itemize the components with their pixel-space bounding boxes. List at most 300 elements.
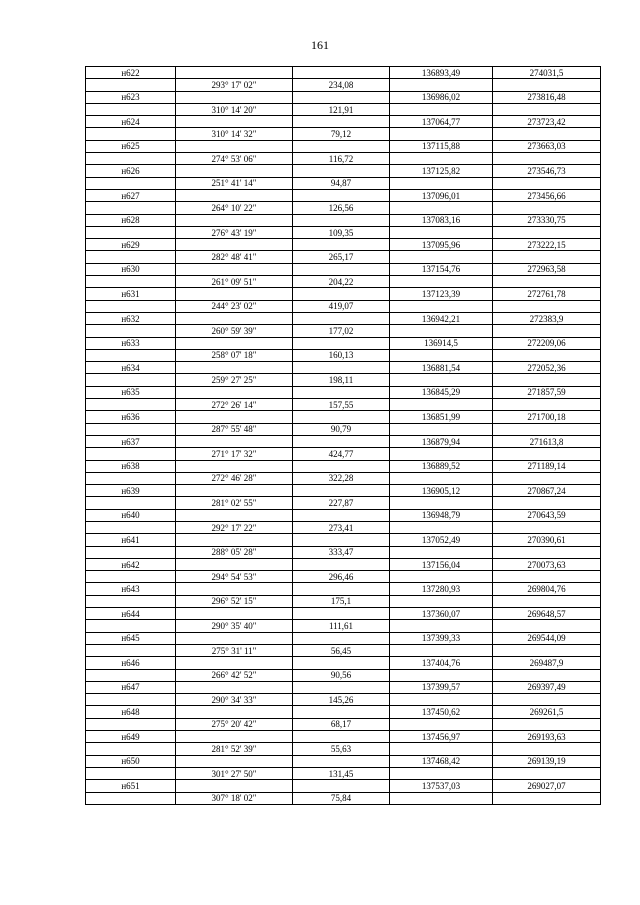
point-name-cell [86, 226, 176, 238]
segment-row [86, 546, 601, 558]
y-coordinate-cell: 269397,49 [493, 681, 601, 693]
y-coordinate-cell [493, 226, 601, 238]
x-coordinate-cell: 136948,79 [390, 509, 493, 521]
point-name-cell [86, 669, 176, 681]
angle-cell: 272° 46' 28" [176, 472, 293, 484]
x-coordinate-cell: 137468,42 [390, 755, 493, 767]
segment-row [86, 718, 601, 730]
angle-cell [176, 558, 293, 570]
point-name-cell: н640 [86, 509, 176, 521]
length-cell: 94,87 [293, 177, 390, 189]
length-cell: 79,12 [293, 128, 390, 140]
point-name-cell [86, 644, 176, 656]
length-cell [293, 435, 390, 447]
angle-cell: 266° 42' 52" [176, 669, 293, 681]
length-cell: 90,56 [293, 669, 390, 681]
point-name-cell: н639 [86, 485, 176, 497]
length-cell: 56,45 [293, 644, 390, 656]
y-coordinate-cell: 269261,5 [493, 706, 601, 718]
length-cell [293, 485, 390, 497]
angle-cell: 290° 34' 33" [176, 694, 293, 706]
segment-row [86, 300, 601, 312]
point-row [86, 485, 601, 497]
point-name-cell: н631 [86, 288, 176, 300]
length-cell: 111,61 [293, 620, 390, 632]
point-name-cell [86, 399, 176, 411]
point-name-cell: н638 [86, 460, 176, 472]
segment-row [86, 226, 601, 238]
y-coordinate-cell: 271613,8 [493, 435, 601, 447]
x-coordinate-cell [390, 103, 493, 115]
x-coordinate-cell: 136893,49 [390, 67, 493, 79]
y-coordinate-cell: 269804,76 [493, 583, 601, 595]
point-name-cell: н635 [86, 386, 176, 398]
length-cell [293, 263, 390, 275]
angle-cell [176, 509, 293, 521]
point-name-cell [86, 521, 176, 533]
x-coordinate-cell: 137096,01 [390, 189, 493, 201]
length-cell [293, 67, 390, 79]
y-coordinate-cell [493, 349, 601, 361]
y-coordinate-cell [493, 620, 601, 632]
y-coordinate-cell [493, 767, 601, 779]
angle-cell [176, 534, 293, 546]
y-coordinate-cell: 272963,58 [493, 263, 601, 275]
point-name-cell [86, 595, 176, 607]
coordinates-table [85, 66, 601, 805]
point-name-cell [86, 546, 176, 558]
y-coordinate-cell: 271700,18 [493, 411, 601, 423]
point-row [86, 558, 601, 570]
x-coordinate-cell [390, 644, 493, 656]
y-coordinate-cell [493, 472, 601, 484]
point-row [86, 239, 601, 251]
y-coordinate-cell: 269544,09 [493, 632, 601, 644]
angle-cell [176, 263, 293, 275]
length-cell [293, 558, 390, 570]
angle-cell [176, 386, 293, 398]
length-cell [293, 681, 390, 693]
y-coordinate-cell: 273546,73 [493, 165, 601, 177]
x-coordinate-cell [390, 128, 493, 140]
point-name-cell [86, 448, 176, 460]
length-cell: 55,63 [293, 743, 390, 755]
table-body [86, 67, 601, 805]
angle-cell [176, 755, 293, 767]
length-cell [293, 632, 390, 644]
y-coordinate-cell: 272209,06 [493, 337, 601, 349]
angle-cell: 272° 26' 14" [176, 399, 293, 411]
length-cell [293, 608, 390, 620]
length-cell [293, 337, 390, 349]
x-coordinate-cell [390, 521, 493, 533]
segment-row [86, 669, 601, 681]
point-name-cell: н645 [86, 632, 176, 644]
x-coordinate-cell [390, 202, 493, 214]
x-coordinate-cell: 136881,54 [390, 362, 493, 374]
angle-cell [176, 362, 293, 374]
y-coordinate-cell [493, 153, 601, 165]
page-number: 161 [311, 38, 329, 52]
point-row [86, 509, 601, 521]
y-coordinate-cell: 273330,75 [493, 214, 601, 226]
point-name-cell: н651 [86, 780, 176, 792]
length-cell: 157,55 [293, 399, 390, 411]
length-cell: 121,91 [293, 103, 390, 115]
y-coordinate-cell [493, 595, 601, 607]
x-coordinate-cell: 136879,94 [390, 435, 493, 447]
point-name-cell [86, 472, 176, 484]
angle-cell [176, 657, 293, 669]
length-cell [293, 165, 390, 177]
x-coordinate-cell [390, 546, 493, 558]
angle-cell [176, 485, 293, 497]
point-name-cell: н650 [86, 755, 176, 767]
y-coordinate-cell [493, 423, 601, 435]
y-coordinate-cell: 273222,15 [493, 239, 601, 251]
segment-row [86, 128, 601, 140]
y-coordinate-cell [493, 103, 601, 115]
point-name-cell [86, 743, 176, 755]
x-coordinate-cell [390, 792, 493, 804]
x-coordinate-cell: 137537,03 [390, 780, 493, 792]
segment-row [86, 595, 601, 607]
length-cell [293, 657, 390, 669]
length-cell [293, 411, 390, 423]
y-coordinate-cell [493, 128, 601, 140]
x-coordinate-cell: 137095,96 [390, 239, 493, 251]
point-name-cell: н641 [86, 534, 176, 546]
angle-cell: 274° 53' 06" [176, 153, 293, 165]
x-coordinate-cell: 137280,93 [390, 583, 493, 595]
x-coordinate-cell [390, 767, 493, 779]
angle-cell [176, 239, 293, 251]
length-cell: 265,17 [293, 251, 390, 263]
x-coordinate-cell: 137399,33 [390, 632, 493, 644]
length-cell [293, 239, 390, 251]
angle-cell: 275° 20' 42" [176, 718, 293, 730]
point-name-cell [86, 767, 176, 779]
angle-cell: 292° 17' 22" [176, 521, 293, 533]
angle-cell [176, 608, 293, 620]
x-coordinate-cell: 137125,82 [390, 165, 493, 177]
angle-cell: 290° 35' 40" [176, 620, 293, 632]
point-name-cell [86, 153, 176, 165]
angle-cell [176, 140, 293, 152]
point-row [86, 411, 601, 423]
angle-cell [176, 706, 293, 718]
segment-row [86, 448, 601, 460]
segment-row [86, 349, 601, 361]
point-row [86, 780, 601, 792]
point-row [86, 755, 601, 767]
x-coordinate-cell: 137083,16 [390, 214, 493, 226]
y-coordinate-cell: 273663,03 [493, 140, 601, 152]
angle-cell: 281° 02' 55" [176, 497, 293, 509]
x-coordinate-cell [390, 448, 493, 460]
angle-cell: 294° 54' 53" [176, 571, 293, 583]
length-cell: 273,41 [293, 521, 390, 533]
length-cell [293, 583, 390, 595]
y-coordinate-cell [493, 202, 601, 214]
length-cell: 75,84 [293, 792, 390, 804]
point-row [86, 67, 601, 79]
y-coordinate-cell: 272052,36 [493, 362, 601, 374]
point-name-cell: н629 [86, 239, 176, 251]
x-coordinate-cell: 137064,77 [390, 116, 493, 128]
point-name-cell: н647 [86, 681, 176, 693]
x-coordinate-cell: 137399,57 [390, 681, 493, 693]
point-name-cell: н628 [86, 214, 176, 226]
point-row [86, 337, 601, 349]
point-name-cell [86, 718, 176, 730]
point-row [86, 116, 601, 128]
segment-row [86, 644, 601, 656]
length-cell [293, 91, 390, 103]
x-coordinate-cell: 137404,76 [390, 657, 493, 669]
point-row [86, 706, 601, 718]
y-coordinate-cell [493, 792, 601, 804]
angle-cell [176, 681, 293, 693]
length-cell [293, 460, 390, 472]
x-coordinate-cell: 136914,5 [390, 337, 493, 349]
y-coordinate-cell [493, 177, 601, 189]
x-coordinate-cell [390, 300, 493, 312]
x-coordinate-cell: 136905,12 [390, 485, 493, 497]
point-name-cell: н636 [86, 411, 176, 423]
angle-cell [176, 312, 293, 324]
point-name-cell [86, 251, 176, 263]
x-coordinate-cell: 137156,04 [390, 558, 493, 570]
length-cell [293, 189, 390, 201]
point-name-cell [86, 792, 176, 804]
point-name-cell: н625 [86, 140, 176, 152]
y-coordinate-cell: 274031,5 [493, 67, 601, 79]
x-coordinate-cell [390, 718, 493, 730]
y-coordinate-cell [493, 521, 601, 533]
point-name-cell [86, 325, 176, 337]
length-cell [293, 731, 390, 743]
x-coordinate-cell: 136851,99 [390, 411, 493, 423]
y-coordinate-cell: 273816,48 [493, 91, 601, 103]
y-coordinate-cell [493, 669, 601, 681]
point-name-cell: н642 [86, 558, 176, 570]
point-name-cell: н624 [86, 116, 176, 128]
point-name-cell [86, 497, 176, 509]
x-coordinate-cell: 136986,02 [390, 91, 493, 103]
angle-cell [176, 435, 293, 447]
y-coordinate-cell: 271857,59 [493, 386, 601, 398]
y-coordinate-cell: 273723,42 [493, 116, 601, 128]
angle-cell: 288° 05' 28" [176, 546, 293, 558]
x-coordinate-cell [390, 177, 493, 189]
x-coordinate-cell [390, 325, 493, 337]
y-coordinate-cell: 272383,9 [493, 312, 601, 324]
y-coordinate-cell [493, 694, 601, 706]
y-coordinate-cell: 269139,19 [493, 755, 601, 767]
angle-cell [176, 67, 293, 79]
angle-cell [176, 731, 293, 743]
length-cell [293, 214, 390, 226]
segment-row [86, 177, 601, 189]
point-row [86, 583, 601, 595]
y-coordinate-cell [493, 399, 601, 411]
angle-cell [176, 189, 293, 201]
length-cell [293, 755, 390, 767]
y-coordinate-cell [493, 276, 601, 288]
angle-cell: 293° 17' 02" [176, 79, 293, 91]
length-cell: 175,1 [293, 595, 390, 607]
segment-row [86, 571, 601, 583]
y-coordinate-cell [493, 448, 601, 460]
x-coordinate-cell [390, 472, 493, 484]
point-row [86, 362, 601, 374]
x-coordinate-cell [390, 79, 493, 91]
y-coordinate-cell: 273456,66 [493, 189, 601, 201]
segment-row [86, 325, 601, 337]
point-name-cell: н649 [86, 731, 176, 743]
length-cell: 160,13 [293, 349, 390, 361]
angle-cell: 264° 10' 22" [176, 202, 293, 214]
y-coordinate-cell [493, 300, 601, 312]
angle-cell [176, 780, 293, 792]
length-cell: 177,02 [293, 325, 390, 337]
angle-cell [176, 91, 293, 103]
point-name-cell: н622 [86, 67, 176, 79]
length-cell: 145,26 [293, 694, 390, 706]
point-name-cell [86, 300, 176, 312]
angle-cell: 301° 27' 50" [176, 767, 293, 779]
point-row [86, 140, 601, 152]
point-name-cell: н648 [86, 706, 176, 718]
angle-cell: 282° 48' 41" [176, 251, 293, 263]
point-name-cell: н626 [86, 165, 176, 177]
x-coordinate-cell [390, 571, 493, 583]
x-coordinate-cell [390, 620, 493, 632]
segment-row [86, 620, 601, 632]
y-coordinate-cell: 270867,24 [493, 485, 601, 497]
length-cell [293, 706, 390, 718]
x-coordinate-cell [390, 153, 493, 165]
angle-cell: 259° 27' 25" [176, 374, 293, 386]
point-name-cell [86, 620, 176, 632]
segment-row [86, 497, 601, 509]
point-row [86, 189, 601, 201]
angle-cell: 271° 17' 32" [176, 448, 293, 460]
point-name-cell: н634 [86, 362, 176, 374]
angle-cell [176, 337, 293, 349]
length-cell [293, 362, 390, 374]
y-coordinate-cell: 270073,63 [493, 558, 601, 570]
point-name-cell [86, 374, 176, 386]
length-cell [293, 140, 390, 152]
y-coordinate-cell [493, 497, 601, 509]
x-coordinate-cell: 136942,21 [390, 312, 493, 324]
y-coordinate-cell [493, 718, 601, 730]
x-coordinate-cell [390, 669, 493, 681]
x-coordinate-cell: 136889,52 [390, 460, 493, 472]
point-row [86, 657, 601, 669]
point-name-cell [86, 103, 176, 115]
angle-cell: 260° 59' 39" [176, 325, 293, 337]
angle-cell [176, 288, 293, 300]
segment-row [86, 79, 601, 91]
point-row [86, 681, 601, 693]
point-row [86, 288, 601, 300]
point-name-cell [86, 177, 176, 189]
point-name-cell [86, 128, 176, 140]
x-coordinate-cell [390, 349, 493, 361]
point-name-cell: н632 [86, 312, 176, 324]
point-row [86, 460, 601, 472]
point-row [86, 435, 601, 447]
point-name-cell: н637 [86, 435, 176, 447]
x-coordinate-cell [390, 595, 493, 607]
y-coordinate-cell [493, 644, 601, 656]
angle-cell: 261° 09' 51" [176, 276, 293, 288]
length-cell: 109,35 [293, 226, 390, 238]
segment-row [86, 251, 601, 263]
angle-cell: 307° 18' 02" [176, 792, 293, 804]
point-row [86, 91, 601, 103]
angle-cell [176, 460, 293, 472]
point-name-cell [86, 694, 176, 706]
point-name-cell [86, 79, 176, 91]
x-coordinate-cell: 137123,39 [390, 288, 493, 300]
segment-row [86, 374, 601, 386]
point-row [86, 534, 601, 546]
length-cell [293, 534, 390, 546]
angle-cell: 251° 41' 14" [176, 177, 293, 189]
length-cell: 227,87 [293, 497, 390, 509]
x-coordinate-cell: 137052,49 [390, 534, 493, 546]
segment-row [86, 767, 601, 779]
angle-cell: 310° 14' 20" [176, 103, 293, 115]
segment-row [86, 694, 601, 706]
y-coordinate-cell: 269648,57 [493, 608, 601, 620]
segment-row [86, 202, 601, 214]
angle-cell [176, 116, 293, 128]
angle-cell: 258° 07' 18" [176, 349, 293, 361]
angle-cell [176, 632, 293, 644]
point-name-cell [86, 571, 176, 583]
point-name-cell: н644 [86, 608, 176, 620]
point-name-cell: н633 [86, 337, 176, 349]
segment-row [86, 521, 601, 533]
angle-cell: 275° 31' 11" [176, 644, 293, 656]
x-coordinate-cell [390, 423, 493, 435]
point-row [86, 214, 601, 226]
point-name-cell [86, 349, 176, 361]
x-coordinate-cell: 137154,76 [390, 263, 493, 275]
point-row [86, 632, 601, 644]
point-row [86, 263, 601, 275]
segment-row [86, 472, 601, 484]
length-cell [293, 116, 390, 128]
x-coordinate-cell: 137360,07 [390, 608, 493, 620]
length-cell [293, 288, 390, 300]
segment-row [86, 153, 601, 165]
point-row [86, 731, 601, 743]
y-coordinate-cell [493, 374, 601, 386]
length-cell: 68,17 [293, 718, 390, 730]
length-cell: 333,47 [293, 546, 390, 558]
y-coordinate-cell: 271189,14 [493, 460, 601, 472]
point-row [86, 165, 601, 177]
y-coordinate-cell: 269027,07 [493, 780, 601, 792]
length-cell: 198,11 [293, 374, 390, 386]
y-coordinate-cell [493, 251, 601, 263]
